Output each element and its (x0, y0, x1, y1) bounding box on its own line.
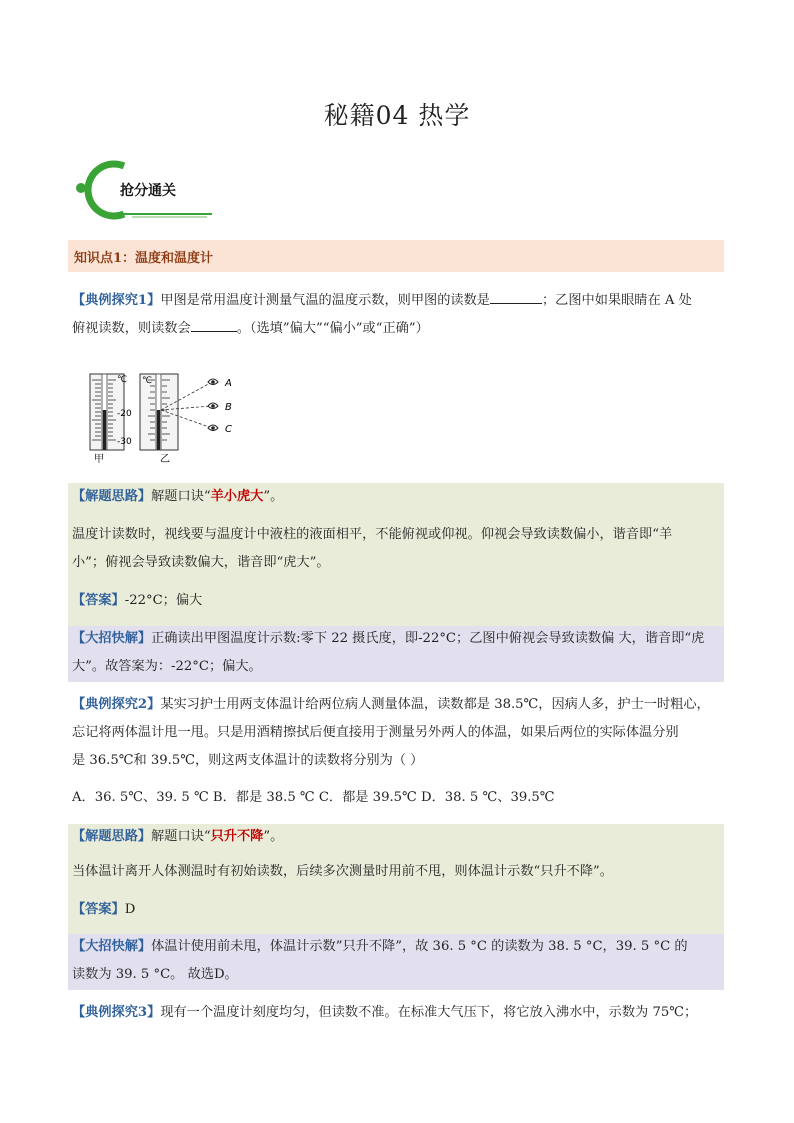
section-badge (72, 160, 222, 220)
q3-line-1: 【典例探究3】现有一个温度计刻度均匀，但读数不准。在标准大气压下，将它放入沸水中，示数为 75℃； (72, 1005, 698, 1020)
explore1-tag: 【典例探究1】 (72, 293, 161, 308)
thermometer-diagram (84, 370, 244, 466)
q2-answer: 【答案】D (72, 902, 136, 917)
q1-explain-1: 温度计读数时，视线要与温度计中液柱的液面相平，不能俯视或仰视。仰视会导致读数偏小，谐音即“羊 (72, 527, 673, 542)
q2-line-2: 忘记将两体温计甩一甩。只是用酒精擦拭后便直接用于测量另外两人的体温，如果后两位的实际体温分别 (72, 725, 679, 740)
jia-tick-20: -20 (117, 409, 132, 419)
q1-line-2: 俯视读数，则读数会 。（选填”偏大”“偏小”或“正确”） (72, 314, 429, 343)
q2-line-1: 【典例探究2】某实习护士用两支体温计给两位病人测量体温，读数都是 38.5℃，因病人多，护士一时粗心， (72, 697, 710, 712)
q1-answer: 【答案】-22°C；偏大 (72, 593, 203, 608)
thermometer-figure (84, 370, 244, 466)
q1-thought: 【解题思路】解题口诀“羊小虎大”。 (72, 489, 284, 504)
page-title: 秘籍04 热学 (323, 101, 471, 130)
q2-line-3: 是 36.5℃和 39.5℃，则这两支体温计的读数将分别为（ ） (72, 753, 424, 768)
q1-line-1: 【典例探究1】甲图是常用温度计测量气温的温度示数，则甲图的读数是 ；乙图中如果眼睛在 A 处 (72, 286, 692, 315)
label-jia: 甲 (94, 454, 104, 465)
q1-blank-1 (490, 289, 542, 304)
explore3-tag: 【典例探究3】 (72, 1005, 161, 1020)
badge-label: 抢分通关 (120, 183, 176, 199)
q1-quick-2: 大”。故答案为：-22°C；偏大。 (72, 659, 262, 674)
q2-explain: 当体温计离开人体测温时有初始读数，后续多次测量时用前不甩，则体温计示数“只升不降”。 (72, 864, 613, 879)
q2-quick-2: 读数为 39. 5 °C。 故选D。 (72, 967, 238, 982)
knowledge-point-bar (68, 240, 724, 272)
knowledge-point-title: 知识点1：温度和温度计 (74, 251, 214, 266)
mnemonic: 羊小虎大 (210, 489, 264, 504)
jia-unit: ℃ (117, 375, 128, 385)
jia-tick-30: -30 (117, 437, 132, 447)
eye-label-c: C (225, 424, 232, 435)
q2-options: A．36. 5℃、39. 5 ℃ B．都是 38.5 ℃ C．都是 39.5℃ D．38. 5 ℃、39.5℃ (72, 790, 555, 805)
eye-icon (208, 403, 218, 409)
label-yi: 乙 (160, 454, 170, 465)
q2-quick-1: 【大招快解】体温计使用前未甩，体温计示数”只升不降”，故 36. 5 °C 的读数为 38. 5 °C，39. 5 °C 的 (72, 939, 688, 954)
q1-quick-1: 【大招快解】正确读出甲图温度计示数:零下 22 摄氏度，即-22°C；乙图中俯视会导致读数偏 大，谐音即“虎 (72, 631, 705, 646)
mnemonic: 只升不降 (210, 829, 264, 844)
eye-label-a: A (225, 378, 232, 389)
explore2-tag: 【典例探究2】 (72, 697, 161, 712)
yi-unit: ℃ (142, 376, 153, 386)
q1-blank-2 (191, 317, 237, 332)
eye-icon (208, 425, 218, 431)
eye-icon (208, 379, 218, 385)
eye-label-b: B (225, 402, 232, 413)
q2-thought: 【解题思路】解题口诀“只升不降”。 (72, 829, 284, 844)
q1-explain-2: 小”；俯视会导致读数偏大，谐音即“虎大”。 (72, 555, 330, 570)
